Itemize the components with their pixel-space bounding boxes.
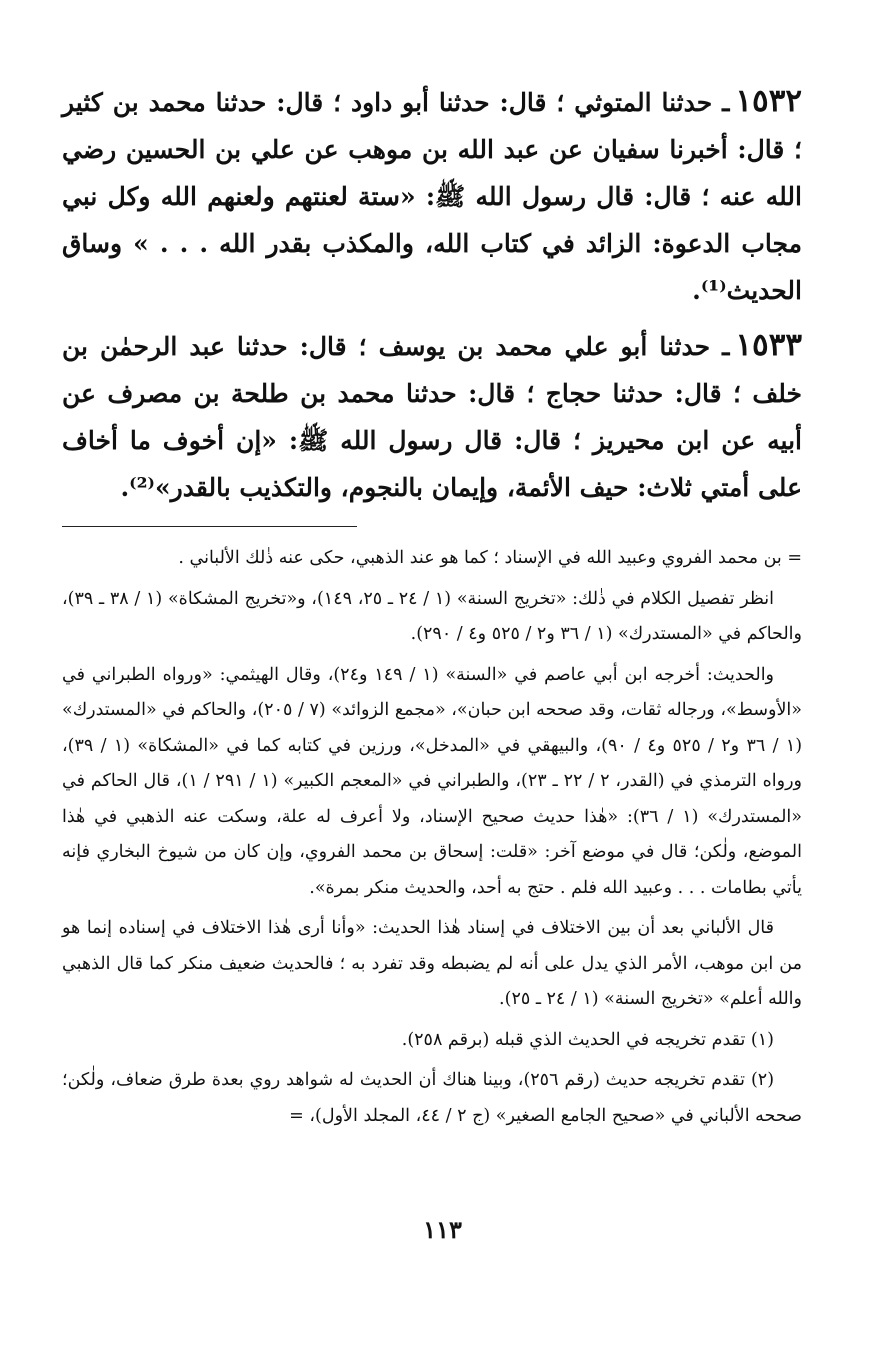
hadith-1532 [62,78,802,314]
footnote-2: (٢) تقدم تخريجه حديث (رقم ٢٥٦)، وبينا هناك أن الحديث له شواهد روي بعدة طرق ضعاف، ولٰكن؛ صححه الألباني في «صحيح الجامع الصغير» (ج ٢ / ٤٤، المجلد الأول)، = [62,1070,802,1126]
footnote-continuation: = بن محمد الفروي وعبيد الله في الإسناد ؛ كما هو عند الذهبي، حكى عنه ذٰلك الألباني . [178,548,802,568]
footnote-1: (١) تقدم تخريجه في الحديث الذي قبله (برقم ٢٥٨). [401,1029,774,1050]
footnotes [62,541,802,1134]
footnote-paragraph: والحديث: أخرجه ابن أبي عاصم في «السنة» (١ / ١٤٩ و٢٤)، وقال الهيثمي: «ورواه الطبراني في «الأوسط»، ورجاله ثقات، وقد صححه ابن حبان»، «مجمع الزوائد» (٧ / ٢٠٥)، والحاكم في «المستدرك» (١ / ٣٦ و٢ / ٥٢٥ و٤ / ٩٠)، والبيهقي في «المدخل»، ورزين في كتابه كما في «المشكاة» (١ / ٣٩)، ورواه الترمذي في (القدر، ٢ / ٢٢ ـ ٢٣)، والطبراني في «المعجم الكبير» (١ / ٢٩١ / ١)، قال الحاكم في «المستدرك» (١ / ٣٦): «هٰذا حديث صحيح الإسناد، ولا أعرف له علة، وسكت عنه الذهبي في هٰذا الموضع، ولٰكن؛ قال في موضع آخر: «قلت: إسحاق بن محمد الفروي، وإن كان من شيوخ البخاري فإنه يأتي بطامات . . . وعبيد الله فلم . حتج به أحد، والحديث منكر بمرة». [62,664,803,898]
footnote-paragraph: قال الألباني بعد أن بين الاختلاف في إسناد هٰذا الحديث: «وأنا أرى هٰذا الاختلاف في إسناده إنما هو من ابن موهب، الأمر الذي يدل على أنه لم يضبطه وقد تفرد به ؛ فالحديث ضعيف منكر كما قال الذهبي والله أعلم» «تخريج السنة» (١ / ٢٤ ـ ٢٥). [62,918,802,1009]
page-number: ١١٣ [423,1215,462,1244]
hadith-text: ـ حدثنا أبو علي محمد بن يوسف ؛ قال: حدثنا عبد الرحمٰن بن خلف ؛ قال: حدثنا حجاج ؛ قال: حدثنا محمد بن طلحة بن مصرف عن أبيه عن ابن محيريز ؛ قال: قال رسول الله ﷺ: «إن أخوف ما أخاف على أمتي ثلاث: حيف الأئمة، وإيمان بالنجوم، والتكذيب بالقدر»⁽²⁾. [62,332,802,502]
hadith-text: ـ حدثنا المتوثي ؛ قال: حدثنا أبو داود ؛ قال: حدثنا محمد بن كثير ؛ قال: أخبرنا سفيان عن عبد الله بن موهب عن علي بن الحسين رضي الله عنه ؛ قال: قال رسول الله ﷺ: «ستة لعنتهم ولعنهم الله وكل نبي مجاب الدعوة: الزائد في كتاب الله، والمكذب بقدر الله . . . » وساق الحديث⁽¹⁾. [62,88,802,305]
hadith-1533 [62,322,802,511]
footnote-paragraph: انظر تفصيل الكلام في ذٰلك: «تخريج السنة» (١ / ٢٤ ـ ٢٥، ١٤٩)، و«تخريج المشكاة» (١ / ٣٨ ـ ٣٩)، والحاكم في «المستدرك» (١ / ٣٦ و٢ / ٥٢٥ و٤ / ٢٩٠). [62,588,802,644]
footnote-separator [62,526,357,527]
hadith-number: ١٥٣٣ [735,327,802,363]
footnote-separator-wrap [62,526,802,527]
hadith-number: ١٥٣٢ [735,83,802,119]
page-body [62,78,802,1139]
